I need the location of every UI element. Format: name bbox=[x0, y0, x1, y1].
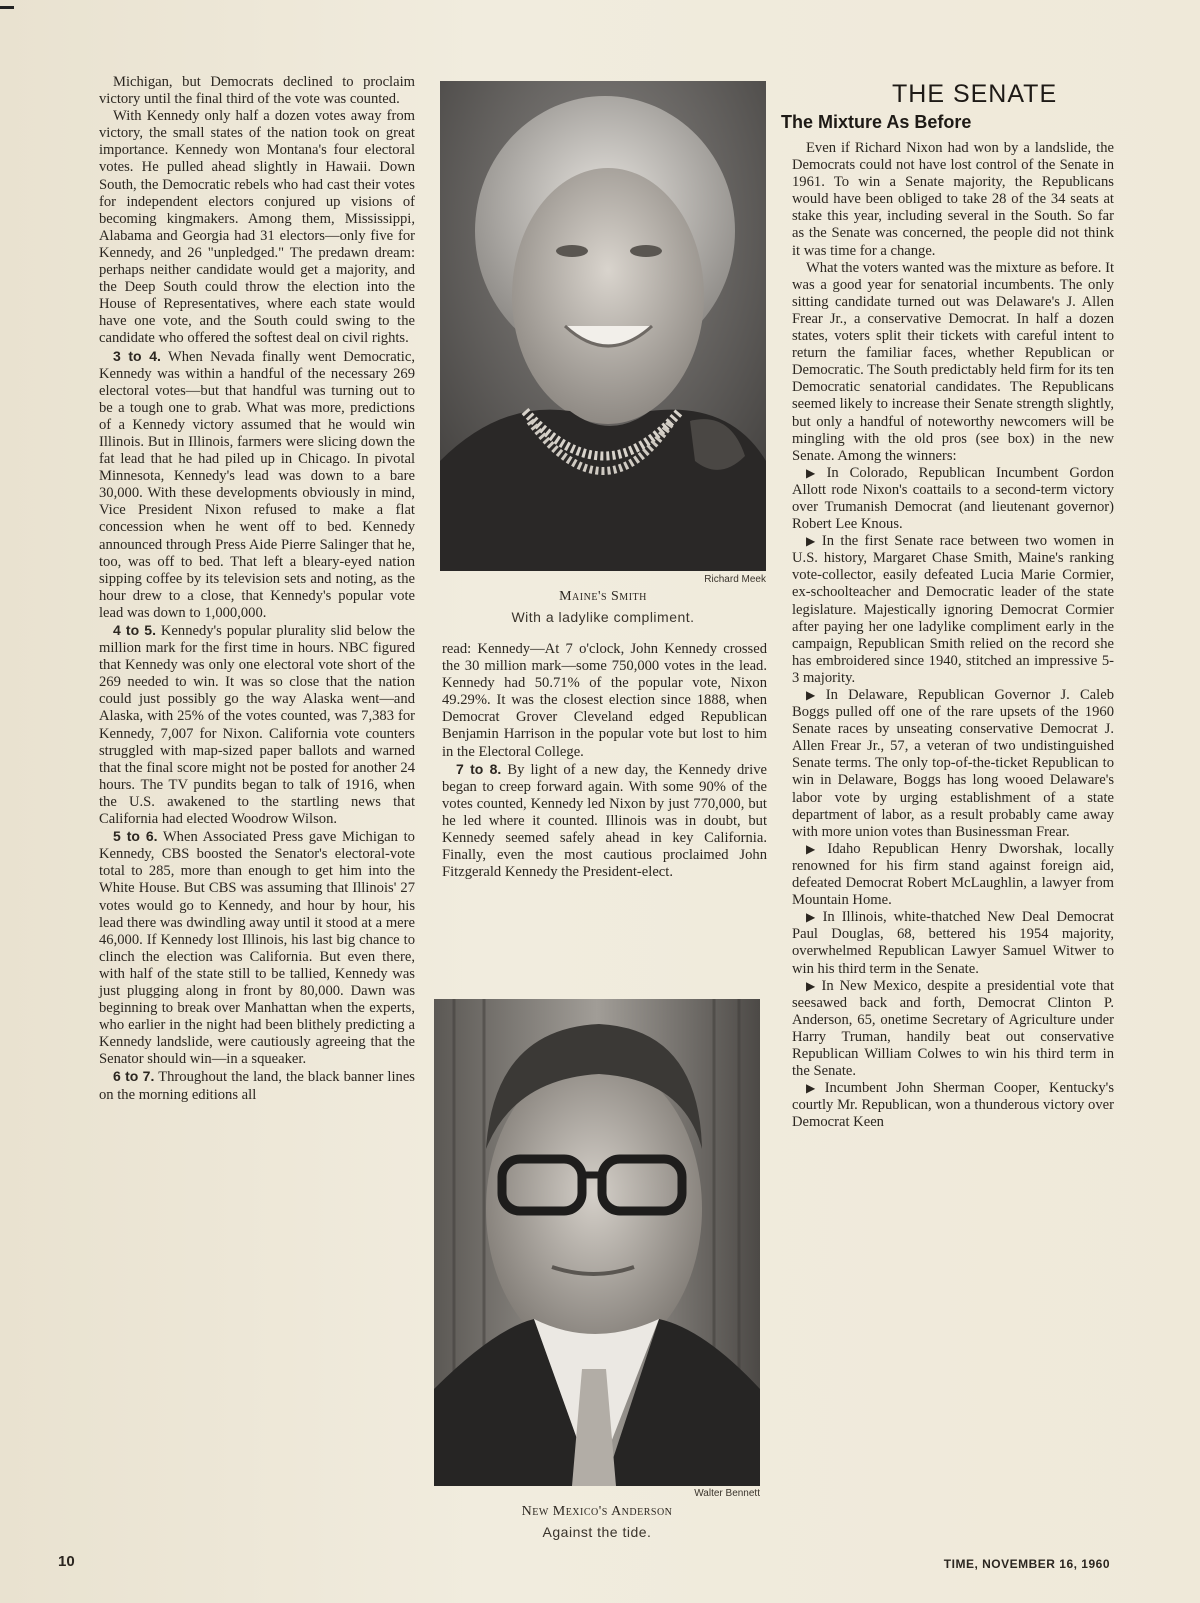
photo-maine-smith bbox=[440, 81, 766, 571]
paragraph bbox=[792, 687, 1114, 841]
paragraph-text: When Nevada finally went Democratic, Kennedy was within a handful of the necessary 269 electoral votes—but that handful was turning out to be a tough one to grab. What was more, predictions of a Kennedy victory assumed that he would win Illinois. But in Illinois, farmers were slicing down the fat lead that he had piled up in Chicago. In pivotal Minnesota, Kennedy's lead was down to a bare 30,000. With these developments obviously in mind, Vice President Nixon refused to make a flat concession when he went off to bed. Kennedy announced through Press Aide Pierre Salinger that he, too, was off to bed. That left a bleary-eyed nation sipping coffee by its television sets and noting, as the hour drew to a close, that Kennedy's popular vote lead was down to 1,000,000. bbox=[99, 348, 415, 621]
section-title: THE SENATE bbox=[892, 80, 1058, 108]
paragraph-text: Throughout the land, the black banner lines on the morning editions all bbox=[99, 1069, 415, 1103]
portrait-woman-image bbox=[440, 81, 766, 571]
bullet-triangle-icon: ▶ bbox=[806, 841, 824, 856]
section-subtitle: The Mixture As Before bbox=[781, 112, 972, 132]
portrait-man-image bbox=[434, 999, 760, 1486]
article-column-1 bbox=[99, 74, 415, 1104]
photo-caption-name-1: Maine's Smith bbox=[559, 589, 647, 604]
photo-new-mexico-anderson bbox=[434, 999, 760, 1486]
paragraph-text: In New Mexico, despite a presidential vote that seesawed back and forth, Democrat Clinton P. Anderson, 65, onetime Secretary of Agriculture under Harry Truman, handily beat out conservative Republican William Colwes to win his third term in the Senate. bbox=[792, 977, 1114, 1080]
paragraph bbox=[99, 622, 415, 828]
paragraph bbox=[792, 533, 1114, 687]
photo-credit-2: Walter Bennett bbox=[694, 1488, 760, 1499]
paragraph-text: What the voters wanted was the mixture as before. It was a good year for senatorial incumbents. The only sitting candidate turned out was Delaware's J. Allen Frear Jr., a conservative Democrat. In half a dozen states, voters split their tickets with careful intent to return the familiar faces, whether Republican or Democratic. The South predictably held firm for its ten Democratic senatorial candidates. The Republicans seemed likely to increase their Senate strength slightly, but only a handful of noteworthy newcomers will be mingling with the old pros (see box) in the new Senate. Among the winners: bbox=[792, 259, 1114, 464]
paragraph-text: Incumbent John Sherman Cooper, Kentucky's courtly Mr. Republican, won a thunderous victory over Democrat Keen bbox=[792, 1080, 1114, 1131]
bullet-triangle-icon: ▶ bbox=[806, 1081, 821, 1096]
bullet-triangle-icon: ▶ bbox=[806, 688, 822, 702]
paragraph-text: Idaho Republican Henry Dworshak, locally renowned for his firm stand against foreign aid, defeated Democrat Robert McLaughlin, a lawyer from Mountain Home. bbox=[792, 840, 1115, 909]
paragraph-time-lead: 7 to 8. bbox=[456, 760, 502, 777]
paragraph bbox=[442, 641, 767, 761]
paragraph-time-lead: 3 to 4. bbox=[113, 347, 161, 364]
bullet-triangle-icon: ▶ bbox=[806, 978, 818, 993]
paragraph bbox=[792, 260, 1114, 465]
bullet-triangle-icon: ▶ bbox=[806, 534, 818, 549]
paragraph-time-lead: 6 to 7. bbox=[113, 1068, 155, 1085]
paragraph bbox=[99, 1068, 415, 1103]
article-column-2 bbox=[442, 641, 767, 881]
photo-caption-name-2: New Mexico's Anderson bbox=[521, 1504, 673, 1519]
paragraph bbox=[99, 74, 415, 108]
article-column-3 bbox=[792, 140, 1114, 1131]
paragraph bbox=[442, 761, 767, 882]
photo-caption-sub-2: Against the tide. bbox=[542, 1524, 652, 1540]
paragraph-text: In the first Senate race between two women in U.S. history, Margaret Chase Smith, Maine's ranking vote-collector, easily defeated Lucia Marie Cormier, ex-schoolteacher and Democratic leader of the state legislature. Majestically ignoring Democrat Cormier after paying her one ladylike compliment early in the campaign, Republican Smith relied on the record she has embroidered since 1940, stitched an impressive 5-3 majority. bbox=[792, 533, 1114, 686]
paragraph bbox=[99, 828, 415, 1068]
photo-credit-1: Richard Meek bbox=[704, 574, 766, 585]
page-number: 10 bbox=[58, 1553, 75, 1570]
paragraph bbox=[792, 909, 1114, 977]
publication-footer: TIME, NOVEMBER 16, 1960 bbox=[943, 1557, 1110, 1571]
paragraph bbox=[792, 465, 1114, 533]
paragraph-text: Even if Richard Nixon had won by a landslide, the Democrats could not have lost control of the Senate in 1961. To win a Senate majority, the Republicans would have been obliged to take 28 of the 34 seats at stake this year, including several in the South. So far as the Senate was concerned, the people did not think it was time for a change. bbox=[792, 140, 1114, 259]
paragraph-text: Michigan, but Democrats declined to proclaim victory until the final third of the vote was counted. bbox=[99, 74, 415, 108]
paragraph-text: Kennedy's popular plurality slid below the million mark for the first time in hours. NBC figured that Kennedy was only one electoral vote short of the 269 needed to win. It was so close that the nation could just possibly go the way Alaska went—and Alaska, with 25% of the votes counted, was 7,383 for Kennedy, 7,007 for Nixon. California vote counters struggled with map-sized paper ballots and warned that the final score might not be posted for another 24 hours. The TV pundits began to talk of 1916, when the U.S. awakened to the startling news that California had elected Woodrow Wilson. bbox=[99, 623, 415, 828]
bullet-triangle-icon: ▶ bbox=[806, 910, 819, 925]
bullet-triangle-icon: ▶ bbox=[806, 465, 823, 480]
paragraph-text: In Colorado, Republican Incumbent Gordon Allott rode Nixon's coattails to a second-term victory over Trumanish Democrat (and lieutenant governor) Robert Lee Knous. bbox=[792, 464, 1115, 533]
paragraph-text: With Kennedy only half a dozen votes away from victory, the small states of the nation took on great importance. Kennedy won Montana's four electoral votes. He pulled ahead slightly in Hawaii. Down South, the Democratic rebels who had cast their votes for independent electors conjured up visions of becoming kingmakers. Among them, Mississippi, Alabama and Georgia had 31 electors—only five for Kennedy, and 26 "unpledged." The predawn dream: perhaps neither candidate would get a majority, and the Deep South could throw the election into the House of Representatives, where each state would have one vote, and the South could swing to the candidate who offered the softest deal on civil rights. bbox=[99, 108, 415, 347]
paragraph bbox=[792, 1080, 1114, 1131]
paragraph bbox=[792, 841, 1114, 909]
paragraph bbox=[99, 348, 415, 623]
paragraph-text: In Illinois, white-thatched New Deal Democrat Paul Douglas, 68, bettered his 1954 majority, overwhelmed Republican Lawyer Samuel Witwer to win his third term in the Senate. bbox=[792, 909, 1114, 977]
paragraph bbox=[792, 140, 1114, 260]
paragraph bbox=[792, 978, 1114, 1081]
corner-mark bbox=[0, 6, 14, 9]
paragraph-time-lead: 4 to 5. bbox=[113, 622, 156, 638]
paragraph-time-lead: 5 to 6. bbox=[113, 828, 158, 845]
paragraph-text: In Delaware, Republican Governor J. Caleb Boggs pulled off one of the rare upsets of the 1960 Senate races by unseating conservative Democrat J. Allen Frear Jr., 57, a veteran of two undistinguished Senate terms. The only top-of-the-ticket Republican to win in Delaware, Boggs has long wooed Delaware's labor vote by urging establishment of a state department of labor, as a result probably came away with more union votes than Businessman Frear. bbox=[792, 687, 1114, 840]
paragraph-text: By light of a new day, the Kennedy drive began to creep forward again. With some 90% of the votes counted, Kennedy led Nixon by just 770,000, but he led where it counted. Illinois was in doubt, but Kennedy seemed safely ahead in key California. Finally, even the most cautious proclaimed John Fitzgerald Kennedy the President-elect. bbox=[442, 761, 767, 881]
paragraph-text: When Associated Press gave Michigan to Kennedy, CBS boosted the Senator's electoral-vote total to 285, more than enough to get him into the White House. But CBS was assuming that Illinois' 27 votes would go to Kennedy, and hour by hour, his lead there was dwindling away until it stood at a mere 46,000. If Kennedy lost Illinois, his last big chance to clinch the election was California. But even there, with half of the state still to be tallied, Kennedy was just plugging along in front by 80,000. Dawn was beginning to break over Manhattan when the experts, who earlier in the night had been blithely predicting a Kennedy landslide, were cautiously agreeing that the Senator should win—in a squeaker. bbox=[99, 829, 415, 1068]
paragraph bbox=[99, 108, 415, 347]
photo-caption-sub-1: With a ladylike compliment. bbox=[511, 609, 695, 625]
paragraph-text: read: Kennedy—At 7 o'clock, John Kennedy crossed the 30 million mark—some 750,000 votes in the lead. Kennedy had 50.71% of the popular vote, Nixon 49.29%. It was the closest election since 1888, when Democrat Grover Cleveland edged Republican Benjamin Harrison in the popular vote but lost to him in the Electoral College. bbox=[442, 641, 767, 760]
